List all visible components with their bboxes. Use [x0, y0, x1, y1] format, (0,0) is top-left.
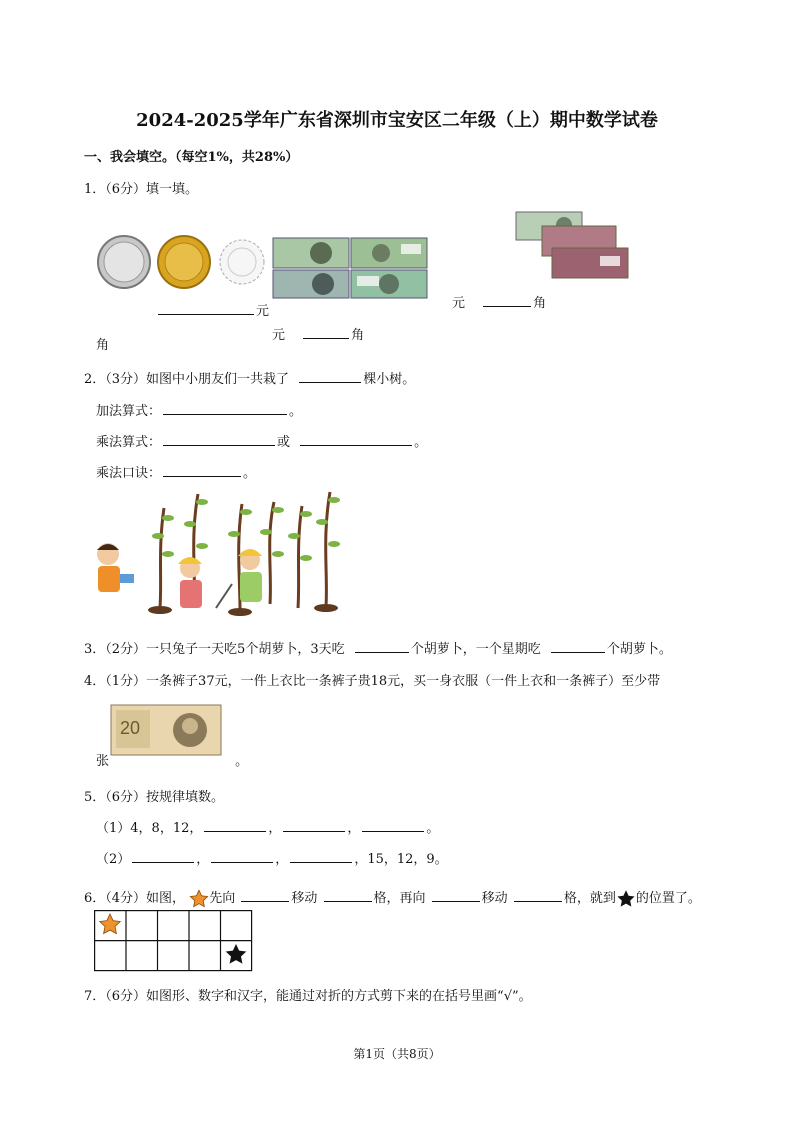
q5-sequence-2 — [96, 848, 448, 867]
orange-star-icon — [189, 889, 209, 909]
section-heading: 一、我会填空。（每空1%，共28%） — [84, 150, 299, 165]
period: 。 — [426, 821, 440, 836]
q2-blank-multiplication-2[interactable] — [300, 432, 412, 446]
svg-text:20: 20 — [120, 718, 141, 738]
q5-sequence-1 — [96, 817, 439, 836]
q5-l2-post: ，15，12，9。 — [354, 852, 448, 867]
or-label: 或 — [277, 435, 291, 450]
q5-blank-2[interactable] — [283, 818, 345, 832]
banknotes-group-1 — [271, 236, 431, 298]
q6-blank-4[interactable] — [514, 888, 562, 902]
q5-l2-pre: （2） — [96, 852, 131, 867]
question-7-stem: 7．（6分）如图形、数字和汉字，能通过对折的方式剪下来的在括号里画“√”。 — [84, 989, 532, 1004]
q1-blank-3[interactable] — [303, 325, 349, 339]
q2-stem-pre: 2．（3分）如图中小朋友们一共栽了 — [84, 372, 290, 387]
q2-blank-rhyme[interactable] — [163, 463, 241, 477]
question-3 — [84, 638, 672, 657]
sep: ， — [268, 821, 282, 836]
q5-blank-4[interactable] — [132, 849, 194, 863]
q6-part-4: 格，再向 — [373, 891, 426, 906]
grid-orange-star-icon — [100, 914, 121, 934]
sep: ， — [275, 852, 289, 867]
movement-grid — [94, 910, 254, 972]
black-star-icon — [616, 889, 636, 909]
q3-part-2: 个胡萝卜，一个星期吃 — [410, 642, 541, 657]
sep: ， — [196, 852, 210, 867]
q5-l1-pre: （1）4，8，12， — [96, 821, 203, 836]
q5-blank-3[interactable] — [362, 818, 424, 832]
q1-answer-group-1 — [272, 324, 364, 343]
period: 。 — [414, 435, 428, 450]
unit-label: 角 — [351, 328, 365, 343]
q2-rhyme-line — [96, 462, 256, 481]
unit-label: 元 — [272, 328, 286, 343]
question-5-stem: 5．（6分）按规律填数。 — [84, 790, 225, 805]
q5-blank-1[interactable] — [204, 818, 266, 832]
q6-part-7: 的位置了。 — [635, 891, 701, 906]
period: 。 — [235, 754, 249, 769]
q3-blank-1[interactable] — [355, 639, 409, 653]
question-1-stem: 1．（6分）填一填。 — [84, 182, 199, 197]
unit-label: 元 — [452, 296, 466, 311]
q2-blank-multiplication-1[interactable] — [163, 432, 275, 446]
q1-answer-group-2 — [452, 292, 546, 311]
period: 。 — [243, 466, 257, 481]
coins-illustration — [96, 234, 272, 298]
zhang-label: 张 — [96, 754, 110, 769]
q1-blank-1[interactable] — [158, 301, 254, 315]
q6-blank-2[interactable] — [324, 888, 372, 902]
banknotes-group-2 — [514, 210, 634, 280]
grid-black-star-icon — [226, 944, 247, 964]
q6-part-6: 格，就到 — [563, 891, 616, 906]
q2-addition-line — [96, 400, 302, 419]
unit-label: 元 — [256, 304, 270, 319]
q2-blank-addition[interactable] — [163, 401, 287, 415]
q2-blank-total[interactable] — [299, 369, 361, 383]
q6-part-5: 移动 — [481, 891, 508, 906]
q1-answer-yuan-1 — [156, 300, 269, 319]
q6-part-1: 6．（4分）如图， — [84, 891, 186, 906]
q3-part-3: 个胡萝卜。 — [606, 642, 672, 657]
q4-answer-line — [96, 750, 248, 769]
q2-multiplication-line — [96, 431, 427, 450]
children-planting-trees-illustration — [90, 488, 350, 618]
q6-part-3: 移动 — [291, 891, 318, 906]
q6-blank-1[interactable] — [241, 888, 289, 902]
question-4-line1: 4．（1分）一条裤子37元，一件上衣比一条裤子贵18元，买一身衣服（一件上衣和一条裤子）至少带 — [84, 674, 661, 689]
q6-part-2: 先向 — [209, 891, 236, 906]
unit-label: 角 — [533, 296, 547, 311]
question-6 — [84, 887, 701, 909]
q1-jiao-label: 角 — [96, 338, 110, 353]
twenty-yuan-banknote — [110, 704, 222, 756]
q6-blank-3[interactable] — [432, 888, 480, 902]
sep: ， — [347, 821, 361, 836]
q1-blank-4[interactable] — [483, 293, 531, 307]
q2-stem-post: 棵小树。 — [363, 372, 416, 387]
page-footer: 第1页（共8页） — [353, 1047, 441, 1061]
addition-label: 加法算式： — [96, 404, 162, 419]
multiplication-label: 乘法算式： — [96, 435, 162, 450]
q5-blank-5[interactable] — [211, 849, 273, 863]
q3-part-1: 3．（2分）一只兔子一天吃5个胡萝卜，3天吃 — [84, 642, 345, 657]
q3-blank-2[interactable] — [551, 639, 605, 653]
period: 。 — [289, 404, 303, 419]
q5-blank-6[interactable] — [290, 849, 352, 863]
document-title: 2024-2025学年广东省深圳市宝安区二年级（上）期中数学试卷 — [136, 110, 658, 131]
question-2-stem — [84, 368, 415, 387]
rhyme-label: 乘法口诀： — [96, 466, 162, 481]
